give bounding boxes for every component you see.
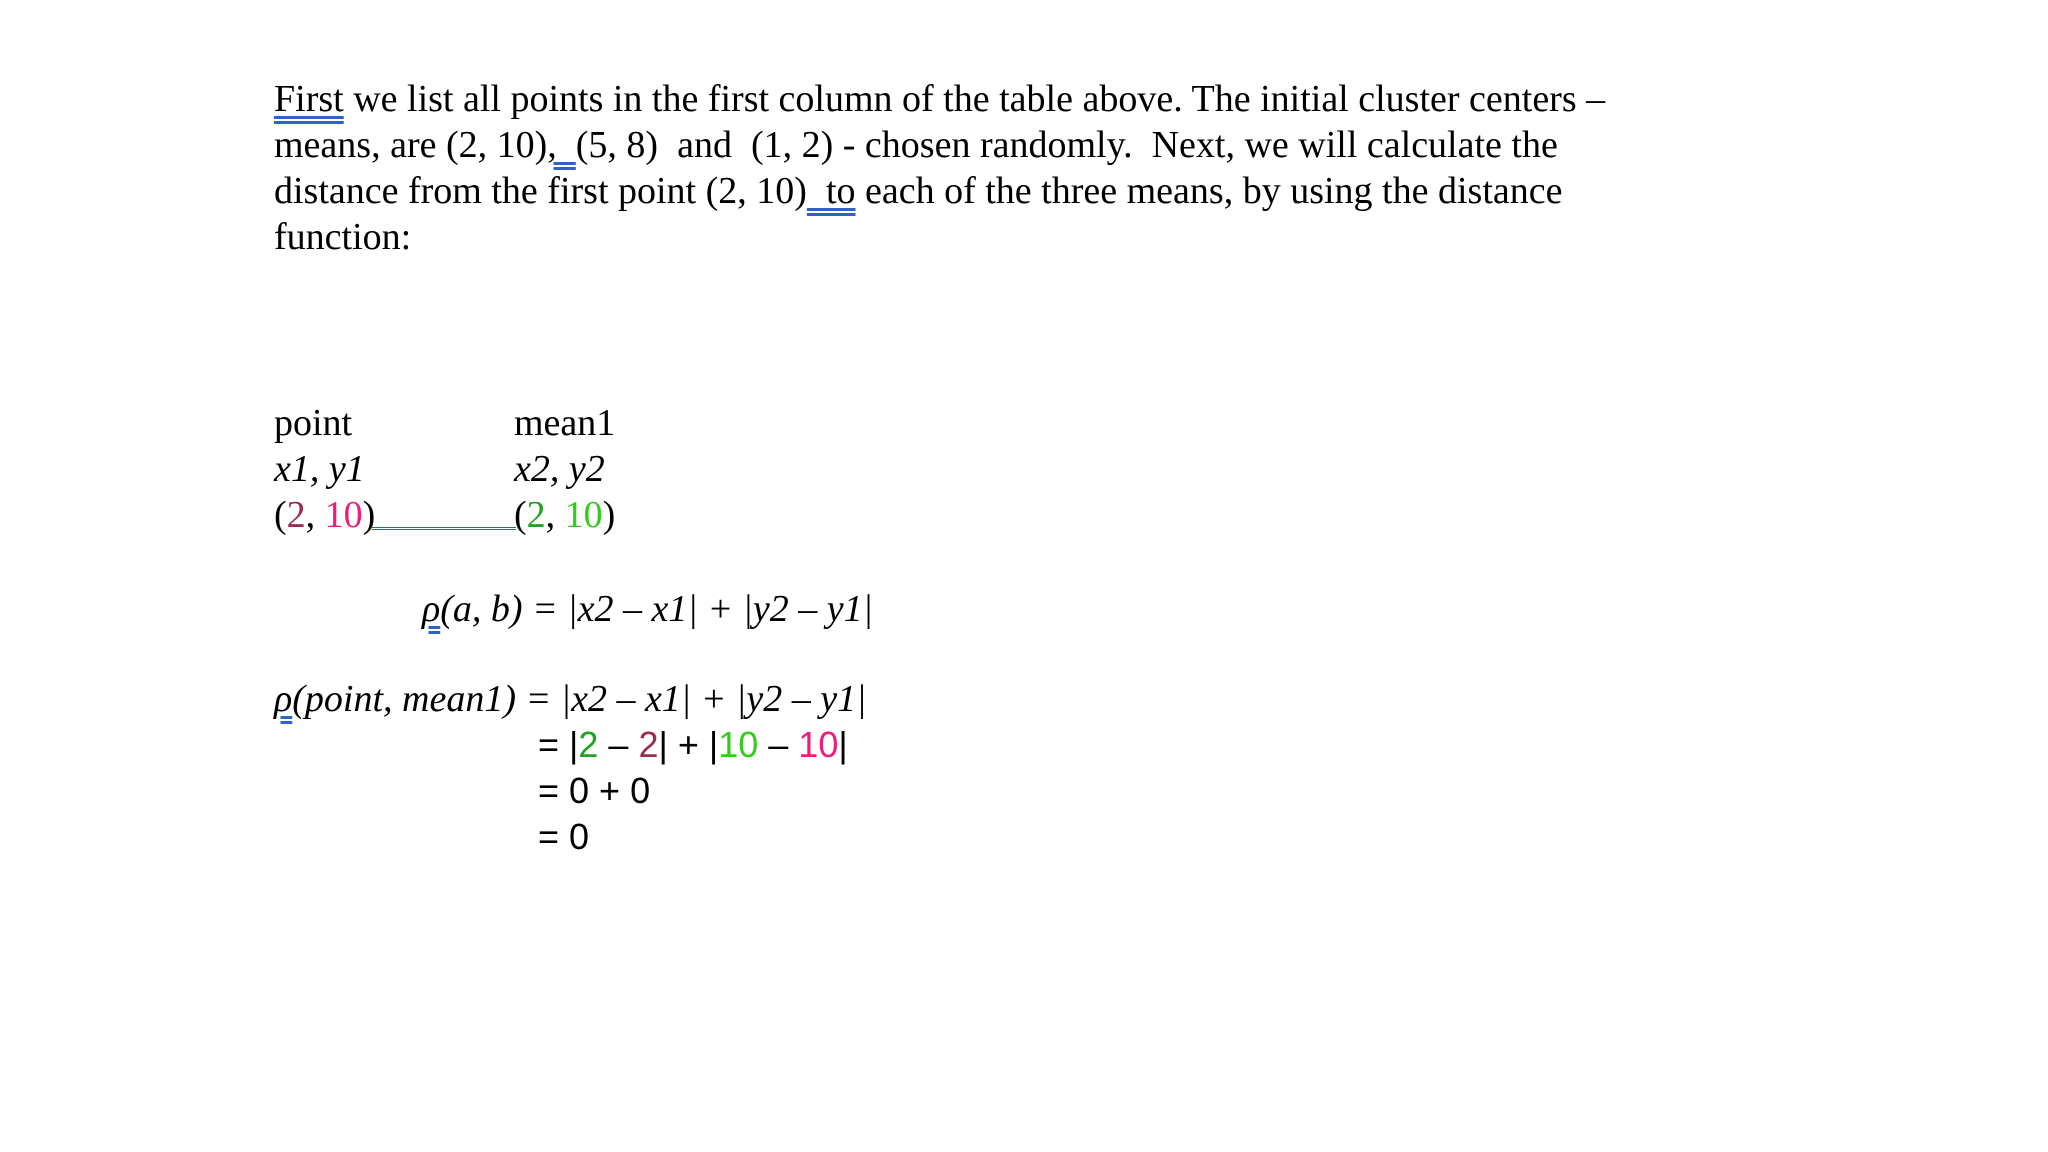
paragraph-line-4: function: (274, 216, 412, 258)
mean-y: 10 (564, 494, 603, 536)
paragraph-line-3: distance from the first point (2, 10) to each of the three means, by using the distance (274, 170, 1563, 212)
rho-symbol: ρ (422, 588, 441, 630)
calculation-step-1: = |2 – 2| + |10 – 10| (538, 724, 848, 765)
header-point: point (274, 402, 353, 444)
intro-paragraph (274, 76, 1754, 260)
point-y: 10 (324, 494, 363, 536)
sub-mean-coords: x2, y2 (514, 448, 605, 490)
point-x: 2 (286, 494, 306, 536)
grammar-flag-comma: , (547, 124, 576, 166)
dotted-leader (372, 527, 516, 530)
rho-symbol: ρ (274, 678, 293, 720)
mean-value: (2, 10) (514, 494, 616, 536)
sub-point-coords: x1, y1 (274, 448, 365, 490)
mean-x: 2 (526, 494, 546, 536)
paragraph-line-1: First we list all points in the first column of the table above. The initial cluster centers – (274, 78, 1606, 120)
calculation-step-3: = 0 (538, 816, 590, 857)
grammar-flag-to: to (806, 170, 856, 212)
header-mean1: mean1 (514, 402, 616, 444)
paragraph-line-2: means, are (2, 10), (5, 8) and (1, 2) - chosen randomly. Next, we will calculate the (274, 124, 1558, 166)
distance-formula: ρ(a, b) = |x2 – x1| + |y2 – y1| (422, 588, 874, 630)
grammar-flag-first: First (274, 78, 344, 120)
calculation-step-2: = 0 + 0 (538, 770, 651, 811)
point-value: (2, 10) (274, 494, 376, 536)
calculation-line-1: ρ(point, mean1) = |x2 – x1| + |y2 – y1| (274, 678, 867, 720)
